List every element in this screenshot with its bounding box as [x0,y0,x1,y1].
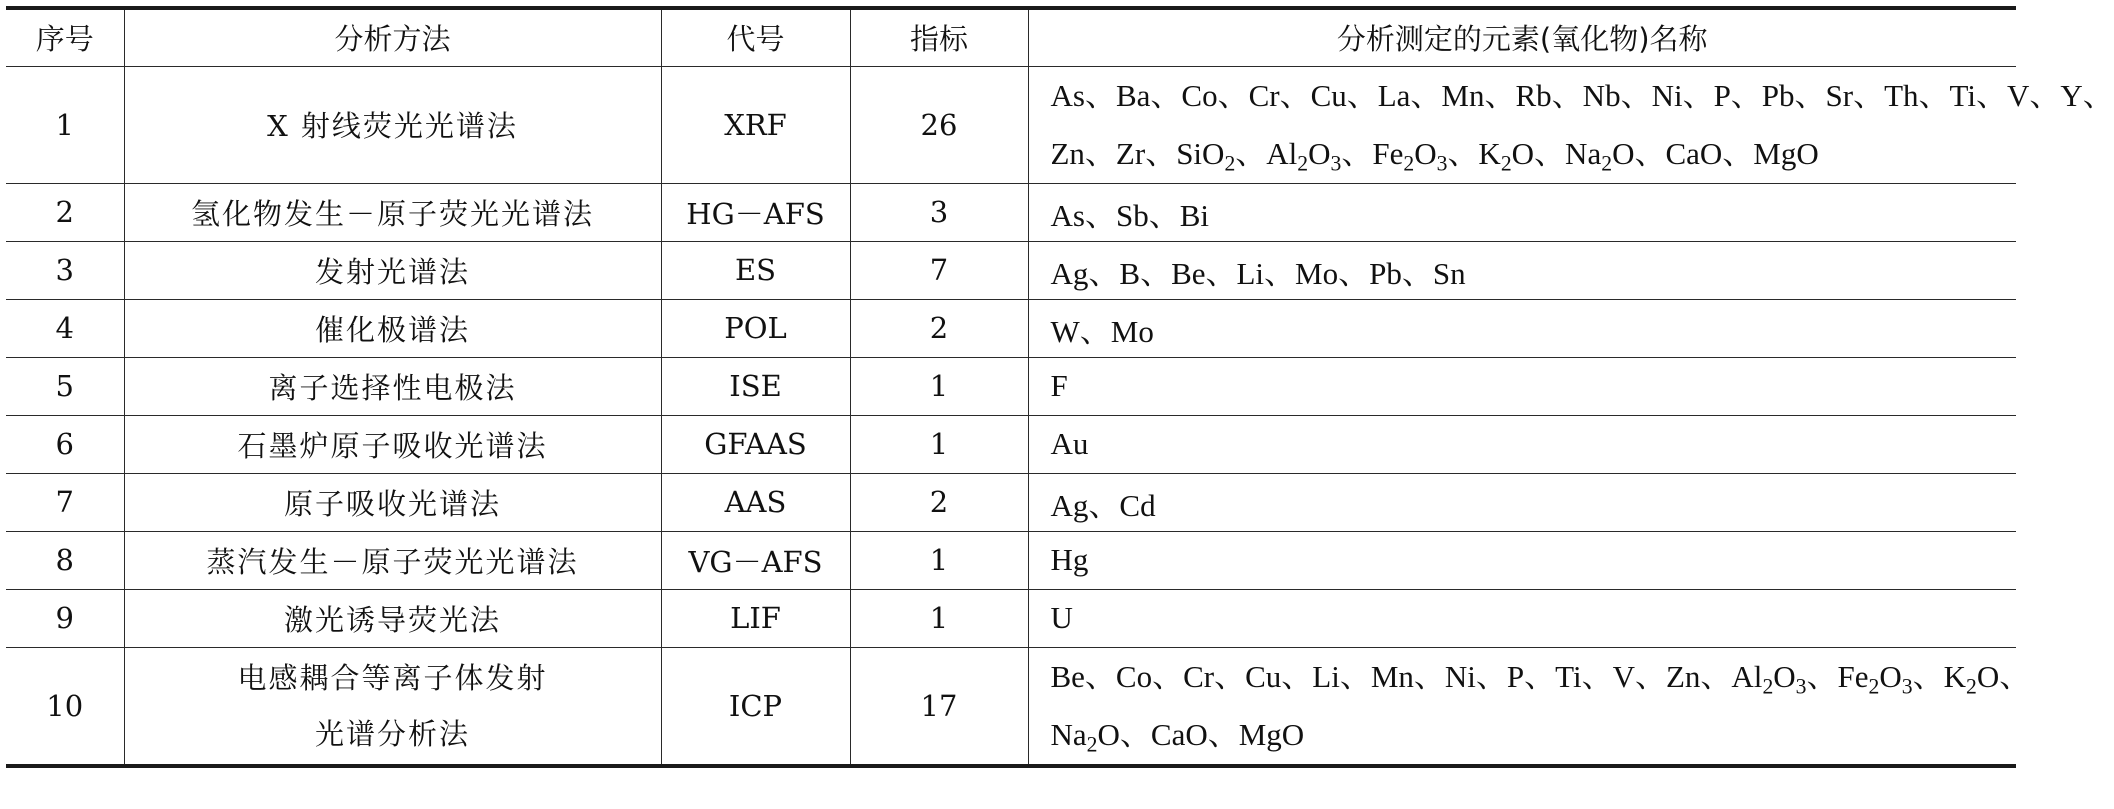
method-text: 发射光谱法 [314,254,470,289]
analysis-methods-table [6,6,2114,768]
cell-indicator-count: 1 [850,357,1028,415]
table-row [6,647,2016,766]
cell-indicator-count: 1 [850,531,1028,589]
cell-elements [1028,299,2016,357]
cell-elements [1028,647,2031,766]
cell-analysis-method [124,647,661,766]
subscript: 3 [1330,151,1342,175]
cell-elements [1028,66,2114,183]
cell-indicator-count: 3 [850,183,1028,241]
elements-text: Hg [1050,542,1089,577]
cell-indicator-count: 7 [850,241,1028,299]
subscript: 2 [1868,674,1880,698]
method-text: 石墨炉原子吸收光谱法 [237,428,548,463]
table-row [6,473,2016,531]
cell-indicator-count: 1 [850,589,1028,647]
cell-indicator-count: 26 [850,66,1028,183]
cell-code: XRF [661,66,850,183]
cell-serial-number: 5 [6,357,124,415]
cell-analysis-method [124,415,661,473]
cell-analysis-method [124,183,661,241]
cell-elements [1028,241,2016,299]
method-text: 原子吸收光谱法 [283,486,501,521]
subscript: 2 [1403,151,1415,175]
subscript: 2 [1762,674,1774,698]
cell-analysis-method [124,589,661,647]
header-elements-determined: 分析测定的元素(氧化物)名称 [1028,8,2016,66]
elements-text: F [1050,368,1068,403]
cell-code: ES [661,241,850,299]
subscript: 3 [1436,151,1448,175]
table-row [6,66,2016,183]
table-row [6,299,2016,357]
method-text: 电感耦合等离子体发射 [237,660,548,695]
cell-code: ISE [661,357,850,415]
cell-serial-number: 10 [6,647,124,766]
cell-serial-number: 7 [6,473,124,531]
cell-serial-number: 9 [6,589,124,647]
cell-analysis-method [124,241,661,299]
elements-text: U [1050,600,1073,635]
cell-serial-number: 1 [6,66,124,183]
cell-code: HG－AFS [661,183,850,241]
elements-text: Zn、Zr、SiO$_2$、$Al_2O_3$、$Fe_2O_3$、$K_2O$、$Na_2O$、CaO、MgO [1050,135,1819,175]
elements-text: W、Mo [1050,313,1154,349]
cell-elements [1028,531,2016,589]
cell-elements [1028,589,2016,647]
table-body [6,66,2114,766]
table-row [6,415,2016,473]
method-text: 催化极谱法 [314,312,470,347]
cell-indicator-count: 17 [850,647,1028,766]
cell-serial-number: 6 [6,415,124,473]
cell-code: GFAAS [661,415,850,473]
cell-elements [1028,473,2016,531]
header-indicator-count: 指标 [850,8,1028,66]
subscript: 2 [1500,151,1512,175]
method-text: X 射线荧光光谱法 [267,109,518,143]
subscript: 2 [1965,674,1977,698]
table-row [6,357,2016,415]
table-row [6,531,2016,589]
elements-text: Be、Co、Cr、Cu、Li、Mn、Ni、P、Ti、V、Zn、$Al_2O_3$、$Fe_2O_3$、$K_2O$、 [1050,658,2031,698]
method-text: 离子选择性电极法 [268,370,517,405]
subscript: 2 [1601,151,1613,175]
cell-indicator-count: 2 [850,299,1028,357]
elements-text: As、Sb、Bi [1050,197,1209,233]
cell-code: LIF [661,589,850,647]
elements-text: As、Ba、Co、Cr、Cu、La、Mn、Rb、Nb、Ni、P、Pb、Sr、Th、Ti、V、Y、 [1050,77,2114,113]
elements-text: Ag、B、Be、Li、Mo、Pb、Sn [1050,255,1466,291]
cell-analysis-method [124,66,661,183]
cell-analysis-method [124,357,661,415]
table-header-row [6,8,2016,66]
cell-elements [1028,357,2016,415]
subscript: 2 [1086,732,1098,756]
cell-serial-number: 2 [6,183,124,241]
method-text: 光谱分析法 [314,716,470,751]
method-text: 蒸汽发生－原子荧光光谱法 [206,544,579,579]
cell-indicator-count: 1 [850,415,1028,473]
cell-code: POL [661,299,850,357]
cell-serial-number: 3 [6,241,124,299]
subscript: 3 [1901,674,1913,698]
method-text: 激光诱导荧光法 [283,602,501,637]
cell-analysis-method [124,473,661,531]
subscript: 2 [1297,151,1309,175]
cell-elements [1028,415,2016,473]
elements-text: Ag、Cd [1050,487,1156,523]
header-code: 代号 [661,8,850,66]
cell-analysis-method [124,299,661,357]
subscript: 2 [1224,151,1236,175]
header-serial-number: 序号 [6,8,124,66]
elements-text: Au [1050,426,1089,461]
table-row [6,241,2016,299]
method-text: 氢化物发生－原子荧光光谱法 [190,196,594,231]
table-row [6,183,2016,241]
cell-analysis-method [124,531,661,589]
cell-serial-number: 8 [6,531,124,589]
cell-indicator-count: 2 [850,473,1028,531]
cell-code: ICP [661,647,850,766]
cell-serial-number: 4 [6,299,124,357]
subscript: 3 [1795,674,1807,698]
table-row [6,589,2016,647]
header-analysis-method: 分析方法 [124,8,661,66]
cell-code: AAS [661,473,850,531]
elements-text: $Na_2O$、CaO、MgO [1050,716,1305,756]
cell-elements [1028,183,2016,241]
cell-code: VG－AFS [661,531,850,589]
